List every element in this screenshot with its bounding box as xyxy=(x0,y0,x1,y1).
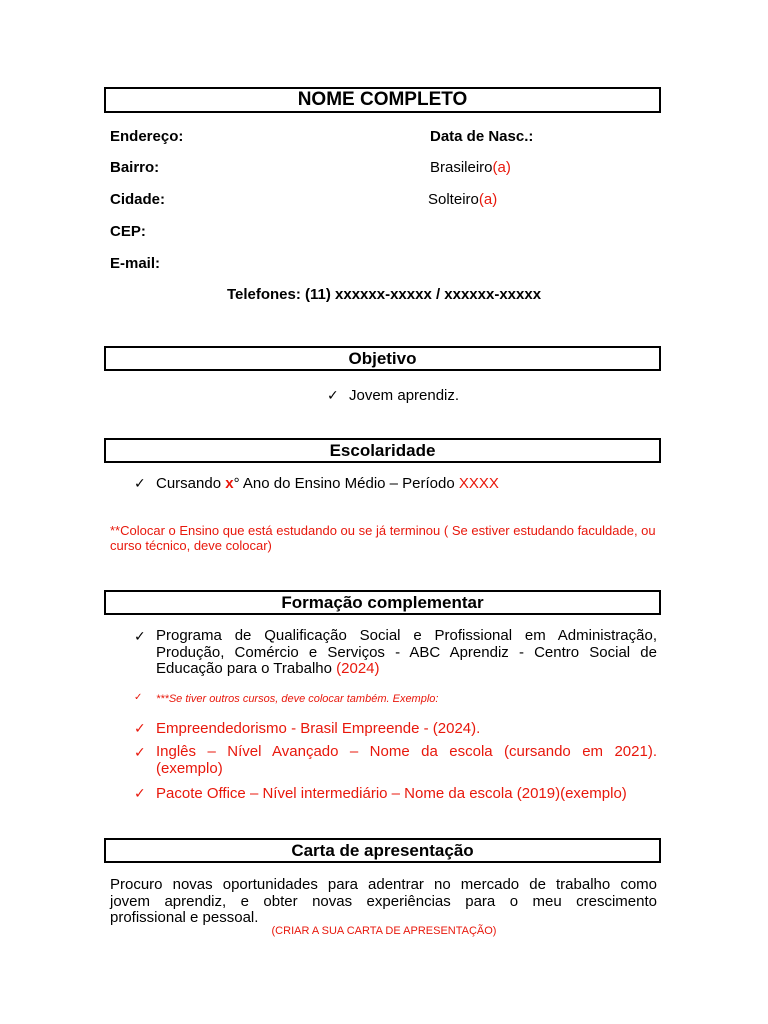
check-icon: ✓ xyxy=(134,628,146,644)
marital-text: Solteiro xyxy=(428,191,479,208)
formacao-note: ***Se tiver outros cursos, deve colocar também. Exemplo: xyxy=(156,693,439,705)
carta-text xyxy=(110,877,657,927)
carta-note: (CRIAR A SUA CARTA DE APRESENTAÇÃO) xyxy=(271,925,497,937)
check-icon: ✓ xyxy=(134,692,143,703)
formacao-example-2 xyxy=(156,744,657,777)
escolaridade-note-1: **Colocar o Ensino que está estudando ou se já terminou ( Se estiver estudando faculdade, ou xyxy=(110,523,656,538)
city-label: Cidade: xyxy=(110,191,166,208)
carta-heading: Carta de apresentação xyxy=(104,838,661,863)
objetivo-item xyxy=(327,387,459,404)
escolaridade-heading: Escolaridade xyxy=(104,438,661,463)
email-label: E-mail: xyxy=(110,255,161,272)
nationality xyxy=(430,159,511,176)
escolaridade-note-2: curso técnico, deve colocar) xyxy=(110,538,272,553)
check-icon: ✓ xyxy=(134,475,146,491)
formacao-item-1 xyxy=(156,628,657,678)
phones: Telefones: (11) xxxxxx-xxxxx / xxxxxx-xxxxx xyxy=(226,286,542,303)
address-label: Endereço: xyxy=(110,128,184,145)
check-icon: ✓ xyxy=(134,785,146,801)
carta-line-2: jovem aprendiz, e obter novas experiências para o meu crescimento xyxy=(110,892,657,910)
escolaridade-period: XXXX xyxy=(458,475,499,492)
carta-line-3: profissional e pessoal. xyxy=(110,909,259,926)
name-title: NOME COMPLETO xyxy=(104,87,661,113)
formacao-item-1-text: Educação para o Trabalho xyxy=(156,660,332,677)
marital-suffix: (a) xyxy=(478,191,498,208)
carta-line-1: Procuro novas oportunidades para adentrar no mercado de trabalho como xyxy=(110,876,657,893)
neighborhood-label: Bairro: xyxy=(110,159,160,176)
formacao-example-2-line-2: (exemplo) xyxy=(156,759,223,777)
formacao-example-3: Pacote Office – Nível intermediário – Nome da escola (2019)(exemplo) xyxy=(156,785,627,802)
objetivo-text: Jovem aprendiz. xyxy=(349,387,460,404)
formacao-example-1: Empreendedorismo - Brasil Empreende - (2024). xyxy=(156,720,481,737)
formacao-heading: Formação complementar xyxy=(104,590,661,615)
nationality-text: Brasileiro xyxy=(430,159,493,176)
check-icon: ✓ xyxy=(134,720,146,736)
check-icon: ✓ xyxy=(327,387,339,403)
formacao-item-1-line-1: Programa de Qualificação Social e Profissional em Administração, xyxy=(156,627,657,644)
escolaridade-middle: ° Ano do Ensino Médio – Período xyxy=(233,475,459,492)
formacao-item-1-line-3 xyxy=(156,661,657,678)
birth-date-label: Data de Nasc.: xyxy=(430,128,534,145)
escolaridade-prefix: Cursando xyxy=(156,475,226,492)
formacao-item-1-line-2: Produção, Comércio e Serviços - ABC Aprendiz - Centro Social de xyxy=(156,643,657,661)
nationality-suffix: (a) xyxy=(492,159,511,176)
formacao-item-1-year: (2024) xyxy=(336,660,380,677)
cep-label: CEP: xyxy=(110,223,146,240)
objetivo-heading: Objetivo xyxy=(104,346,661,371)
escolaridade-item xyxy=(134,475,499,492)
formacao-example-2-line-1: Inglês – Nível Avançado – Nome da escola (cursando em 2021). xyxy=(156,743,657,760)
check-icon: ✓ xyxy=(134,744,146,760)
marital-status xyxy=(428,191,497,208)
escolaridade-x: x xyxy=(225,475,234,492)
